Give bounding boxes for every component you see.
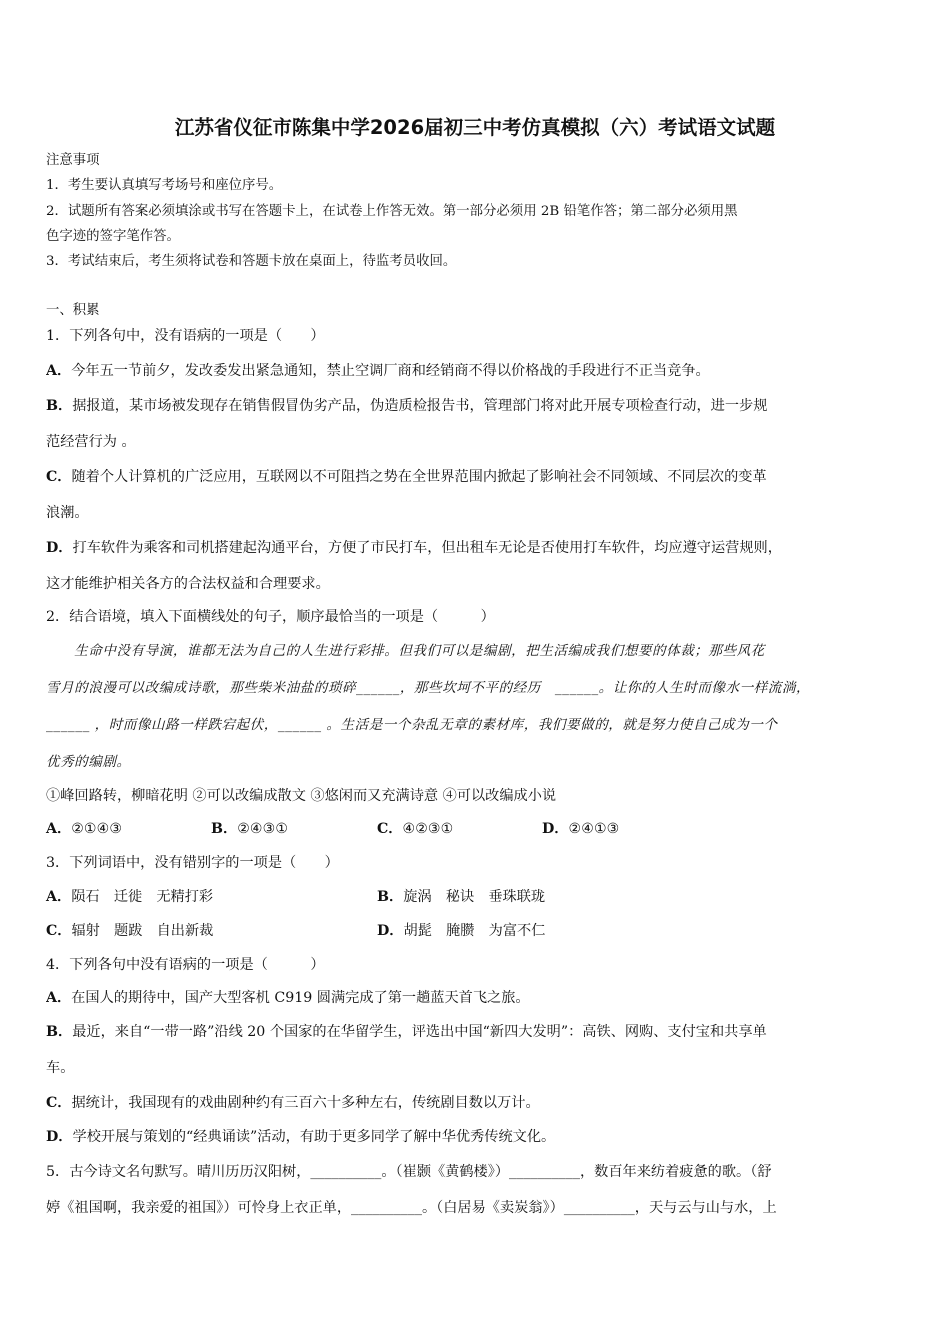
option-label: A． [46, 363, 72, 379]
option-text: 打车软件为乘客和司机搭建起沟通平台，方便了市民打车，但出租车无论是否使用打车软件，均应遵守运营规则， [72, 540, 782, 556]
option-text: 在国人的期待中，国产大型客机 C919 圆满完成了第一趟蓝天首飞之旅。 [71, 990, 530, 1006]
option-text: 最近，来自“一带一路”沿线 20 个国家的在华留学生，评选出中国“新四大发明”：高铁、网购、支付宝和共享单 [72, 1024, 767, 1040]
q2-passage-line: ______ ，时而像山路一样跌宕起伏，______ 。生活是一个杂乱无章的素材库，我们要做的，就是努力使自己成为一个 [46, 717, 778, 733]
option-label: D． [377, 923, 404, 939]
option-label: D． [46, 1129, 73, 1145]
option-label: C． [377, 821, 403, 837]
q2-passage-line: 生命中没有导演，谁都无法为自己的人生进行彩排。但我们可以是编剧，把生活编成我们想要的体裁；那些风花 [46, 643, 765, 659]
notice-item: 3．考试结束后，考生须将试卷和答题卡放在桌面上，待监考员收回。 [46, 254, 457, 269]
notice-heading: 注意事项 [46, 153, 100, 168]
option-label: A． [46, 990, 72, 1006]
q5-line: 5．古今诗文名句默写。晴川历历汉阳树，__________。（崔颢《黄鹤楼》）__________，数百年来纺着疲惫的歌。（舒 [46, 1164, 772, 1180]
option-text: 据报道，某市场被发现存在销售假冒伪劣产品，伪造质检报告书，管理部门将对此开展专项检查行动，进一步规 [72, 398, 768, 414]
q4-option-a [46, 988, 916, 1008]
q1-option-d-cont: 这才能维护相关各方的合法权益和合理要求。 [46, 576, 330, 592]
option-text: 辐射 题跋 自出新裁 [71, 923, 214, 939]
q4-option-b-cont: 车。 [46, 1060, 75, 1076]
option-text: ②④①③ [568, 821, 620, 837]
option-text: 胡髭 腌臜 为富不仁 [403, 923, 546, 939]
q2-option-c [377, 819, 453, 839]
notice-item: 1．考生要认真填写考场号和座位序号。 [46, 178, 283, 193]
option-text: 旋涡 秘诀 垂珠联珑 [403, 889, 546, 905]
option-label: C． [46, 923, 72, 939]
option-label: A． [46, 889, 72, 905]
q5-line: 婷《祖国啊，我亲爱的祖国》）可怜身上衣正单，__________。（白居易《卖炭翁》）__________，天与云与山与水，上 [46, 1200, 777, 1216]
q1-option-b [46, 396, 916, 416]
q2-choices: ①峰回路转，柳暗花明 ②可以改编成散文 ③悠闲而又充满诗意 ④可以改编成小说 [46, 788, 557, 804]
option-label: B． [377, 889, 404, 905]
section-heading: 一、积累 [46, 303, 100, 318]
q1-option-c [46, 467, 916, 487]
option-label: D． [46, 540, 73, 556]
option-label: C． [46, 469, 72, 485]
q1-option-a [46, 361, 916, 381]
q3-option-d [377, 921, 545, 941]
q2-option-a [46, 819, 122, 839]
option-text: 学校开展与策划的“经典诵读”活动，有助于更多同学了解中华优秀传统文化。 [72, 1129, 556, 1145]
notice-item: 色字迹的签字笔作答。 [46, 229, 180, 244]
q4-stem: 4．下列各句中没有语病的一项是（ ） [46, 957, 325, 973]
option-label: C． [46, 1095, 72, 1111]
q2-passage-line: 优秀的编剧。 [46, 754, 131, 770]
option-text: 随着个人计算机的广泛应用，互联网以不可阻挡之势在全世界范围内掀起了影响社会不同领域、不同层次的变革 [71, 469, 767, 485]
option-label: B． [46, 398, 73, 414]
option-text: ②①④③ [71, 821, 123, 837]
q2-option-d [542, 819, 619, 839]
q4-option-b [46, 1022, 916, 1042]
q3-stem: 3．下列词语中，没有错别字的一项是（ ） [46, 855, 339, 871]
page-title: 江苏省仪征市陈集中学2026届初三中考仿真模拟（六）考试语文试题 [174, 116, 776, 139]
q4-option-d [46, 1127, 916, 1147]
q3-option-a [46, 887, 213, 907]
q1-stem: 1．下列各句中，没有语病的一项是（ ） [46, 328, 325, 344]
q4-option-c [46, 1093, 916, 1113]
q3-option-b [377, 887, 545, 907]
notice-item: 2．试题所有答案必须填涂或书写在答题卡上，在试卷上作答无效。第一部分必须用 2B 铅笔作答；第二部分必须用黑 [46, 204, 738, 219]
option-text: 据统计，我国现有的戏曲剧种约有三百六十多种左右，传统剧目数以万计。 [71, 1095, 540, 1111]
q2-passage-line: 雪月的浪漫可以改编成诗歌，那些柴米油盐的琐碎______，那些坎坷不平的经历 ______。让你的人生时而像水一样流淌， [46, 680, 811, 696]
option-label: D． [542, 821, 569, 837]
q1-option-d [46, 538, 916, 558]
option-label: A． [46, 821, 72, 837]
option-text: ④②③① [402, 821, 454, 837]
q2-option-b [211, 819, 288, 839]
option-text: ②④③① [237, 821, 289, 837]
option-label: B． [46, 1024, 73, 1040]
q2-stem: 2．结合语境，填入下面横线处的句子，顺序最恰当的一项是（ ） [46, 609, 495, 625]
q1-option-c-cont: 浪潮。 [46, 505, 89, 521]
q1-option-b-cont: 范经营行为 。 [46, 434, 136, 450]
option-text: 陨石 迁徙 无精打彩 [71, 889, 214, 905]
option-text: 今年五一节前夕，发改委发出紧急通知，禁止空调厂商和经销商不得以价格战的手段进行不正当竞争。 [71, 363, 710, 379]
option-label: B． [211, 821, 238, 837]
q3-option-c [46, 921, 213, 941]
